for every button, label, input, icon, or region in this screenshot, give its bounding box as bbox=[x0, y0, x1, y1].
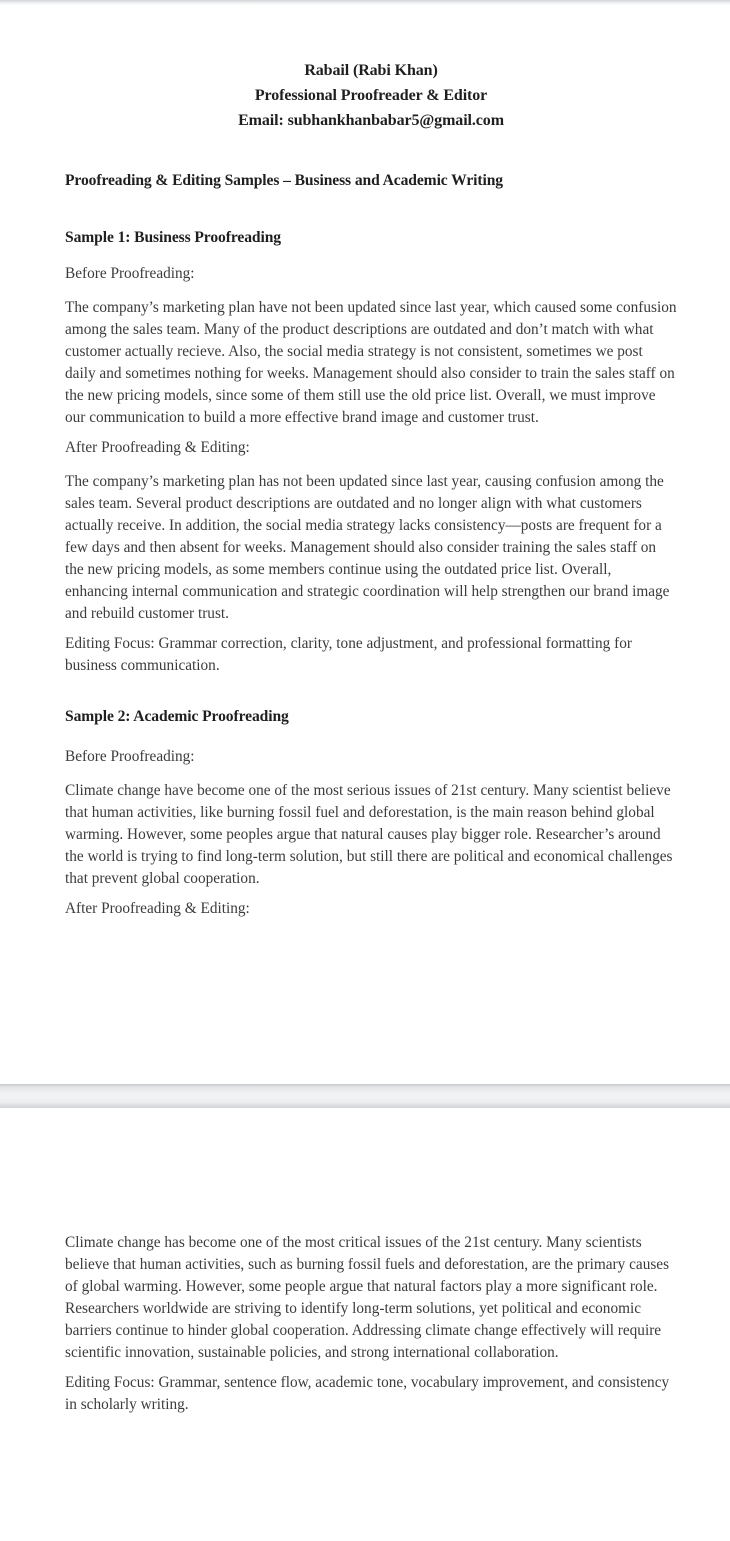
sample-2-heading: Sample 2: Academic Proofreading bbox=[65, 708, 289, 725]
sample-1-editing-focus: Editing Focus: Grammar correction, clarity, tone adjustment, and professional formatting for business communication. bbox=[65, 635, 632, 674]
author-role: Professional Proofreader & Editor bbox=[254, 87, 488, 104]
sample-2-before-text: Climate change have become one of the most serious issues of 21st century. Many scientist believe that human activities, like burning fossil fuel and deforestation, is the main reason behind global warming. However, some peoples argue that natural causes play bigger role. Researcher’s around the world is trying to find long-term solution, but still there are political and economical challenges that prevent global cooperation. bbox=[65, 782, 673, 887]
author-email: Email: subhankhanbabar5@gmail.com bbox=[238, 112, 504, 129]
sample-1-after-label: After Proofreading & Editing: bbox=[65, 439, 250, 456]
sample-1-heading: Sample 1: Business Proofreading bbox=[65, 229, 281, 246]
sample-1-before-label: Before Proofreading: bbox=[65, 265, 195, 282]
sample-1-before-text: The company’s marketing plan have not been updated since last year, which caused some confusion among the sales team. Many of the product descriptions are outdated and don’t match with what customer actually recieve. Also, the social media strategy is not consistent, sometimes we post daily and sometimes nothing for weeks. Management should also consider to train the sales staff on the new pricing models, since some of them still use the old price list. Overall, we must improve our communication to build a more effective brand image and customer trust. bbox=[65, 299, 677, 426]
sample-2-before-label: Before Proofreading: bbox=[65, 748, 195, 765]
document-page-2 bbox=[0, 1108, 730, 1541]
page-break-gap bbox=[0, 1084, 730, 1108]
author-name: Rabail (Rabi Khan) bbox=[304, 62, 438, 79]
document-header bbox=[65, 58, 677, 133]
sample-2-editing-focus: Editing Focus: Grammar, sentence flow, academic tone, vocabulary improvement, and consistency in scholarly writing. bbox=[65, 1374, 670, 1413]
sample-2-after-label: After Proofreading & Editing: bbox=[65, 900, 250, 917]
document-title: Proofreading & Editing Samples – Business and Academic Writing bbox=[65, 172, 503, 189]
sample-1-after-text: The company’s marketing plan has not been updated since last year, causing confusion among the sales team. Several product descriptions are outdated and no longer align with what customers actually receive. In addition, the social media strategy lacks consistency—posts are frequent for a few days and then absent for weeks. Management should also consider training the sales staff on the new pricing models, as some members continue using the outdated price list. Overall, enhancing internal communication and strategic coordination will help strengthen our brand image and rebuild customer trust. bbox=[65, 473, 670, 622]
sample-2-after-text: Climate change has become one of the most critical issues of the 21st century. Many scientists believe that human activities, such as burning fossil fuels and deforestation, are the primary causes of global warming. However, some people argue that natural factors play a more significant role. Researchers worldwide are striving to identify long-term solutions, yet political and economic barriers continue to hinder global cooperation. Addressing climate change effectively will require scientific innovation, sustainable policies, and strong international collaboration. bbox=[65, 1234, 670, 1361]
